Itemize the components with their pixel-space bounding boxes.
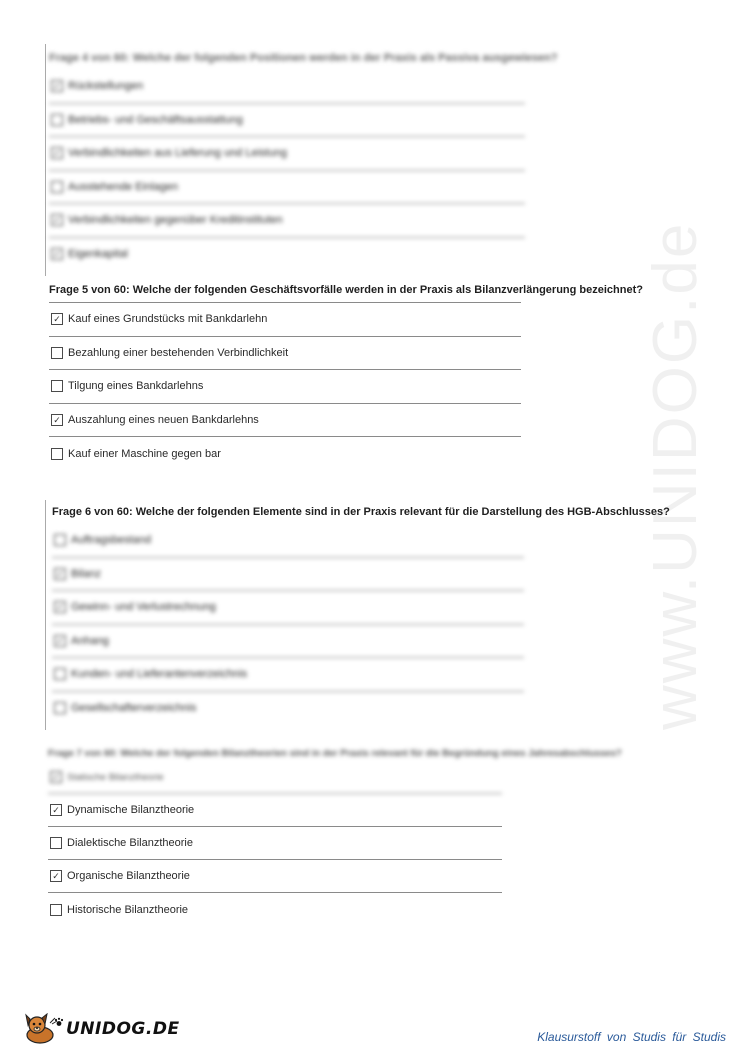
option-list [49, 70, 525, 271]
watermark: www.UNIDOG.de [641, 221, 710, 730]
checkbox[interactable]: ✓ [51, 214, 63, 226]
checkbox[interactable]: ✓ [51, 80, 63, 92]
option-item[interactable] [52, 524, 524, 558]
checkbox[interactable]: ✓ [54, 601, 66, 613]
option-item[interactable] [52, 558, 524, 592]
option-label: Verbindlichkeiten aus Lieferung und Leistung [68, 147, 287, 160]
option-item[interactable] [52, 625, 524, 659]
option-item[interactable] [49, 437, 521, 471]
checkbox[interactable] [51, 114, 63, 126]
unidog-logo [22, 1013, 180, 1045]
option-item[interactable] [49, 70, 525, 104]
question-6 [52, 506, 670, 725]
checkbox[interactable] [51, 181, 63, 193]
option-label: Verbindlichkeiten gegenüber Kreditinstituten [68, 214, 283, 227]
option-label: Dynamische Bilanztheorie [67, 804, 195, 816]
checkbox[interactable]: ✓ [51, 414, 63, 426]
option-item[interactable] [52, 692, 524, 726]
option-item[interactable] [49, 370, 521, 404]
question-7 [48, 748, 622, 926]
checkbox[interactable]: ✓ [54, 635, 66, 647]
option-label: Eigenkapital [68, 248, 128, 261]
option-item[interactable] [49, 137, 525, 171]
option-label: Auftragsbestand [71, 534, 152, 547]
option-item[interactable] [52, 658, 524, 692]
question-title: Frage 7 von 60: Welche der folgenden Bilanztheorien sind in der Praxis relevant für die Begründung eines Jahresabschlusses? [48, 748, 622, 759]
option-label: Auszahlung eines neuen Bankdarlehns [68, 413, 259, 426]
option-item[interactable] [49, 171, 525, 205]
option-item[interactable] [48, 761, 502, 794]
option-item[interactable] [48, 860, 502, 893]
option-label: Historische Bilanztheorie [67, 903, 189, 916]
option-list [52, 524, 524, 725]
logo-text: UNIDOG.DE [66, 1019, 180, 1039]
question-title: Frage 6 von 60: Welche der folgenden Elemente sind in der Praxis relevant für die Darstellung des HGB-Abschlusses? [52, 506, 670, 518]
question-5 [49, 284, 643, 471]
option-list [49, 302, 521, 471]
option-label: Tilgung eines Bankdarlehns [68, 380, 204, 393]
checkbox[interactable]: ✓ [51, 147, 63, 159]
option-item[interactable] [49, 303, 521, 337]
checkbox[interactable] [54, 534, 66, 546]
paw-icon [54, 1017, 64, 1027]
checkbox[interactable] [51, 347, 63, 359]
option-label: Bilanz [71, 567, 101, 580]
question-4 [49, 52, 558, 271]
checkbox[interactable] [50, 837, 62, 849]
option-item[interactable] [49, 337, 521, 371]
option-item[interactable] [48, 893, 502, 926]
checkbox[interactable]: ✓ [51, 248, 63, 260]
option-label: Kunden- und Lieferantenverzeichnis [71, 668, 248, 681]
checkbox[interactable]: ✓ [50, 804, 62, 816]
option-item[interactable] [49, 204, 525, 238]
option-label: Kauf eines Grundstücks mit Bankdarlehn [68, 313, 268, 326]
option-item[interactable] [49, 404, 521, 438]
option-label: Rückstellungen [68, 80, 144, 93]
dog-icon [22, 1013, 58, 1045]
option-item[interactable] [49, 238, 525, 272]
option-item[interactable] [48, 827, 502, 860]
option-label: Dialektische Bilanztheorie [67, 837, 193, 849]
margin-line [45, 44, 46, 276]
option-label: Bezahlung einer bestehenden Verbindlichkeit [68, 346, 289, 359]
checkbox[interactable] [51, 380, 63, 392]
checkbox[interactable]: ✓ [51, 313, 63, 325]
question-title: Frage 4 von 60: Welche der folgenden Positionen werden in der Praxis als Passiva ausgewiesen? [49, 52, 558, 64]
option-item[interactable] [52, 591, 524, 625]
option-label: Gewinn- und Verlustrechnung [71, 601, 216, 614]
checkbox[interactable] [54, 668, 66, 680]
option-label: Gesellschafterverzeichnis [71, 702, 197, 715]
option-label: Ausstehende Einlagen [68, 180, 179, 193]
margin-line [45, 500, 46, 730]
checkbox[interactable] [54, 702, 66, 714]
checkbox[interactable]: ✓ [54, 568, 66, 580]
checkbox[interactable] [50, 904, 62, 916]
option-label: Statische Bilanztheorie [67, 771, 164, 783]
option-list [48, 761, 502, 926]
checkbox[interactable]: ✓ [50, 870, 62, 882]
option-label: Anhang [71, 634, 109, 647]
option-label: Kauf einer Maschine gegen bar [68, 447, 221, 460]
question-title: Frage 5 von 60: Welche der folgenden Geschäftsvorfälle werden in der Praxis als Bilanzverlängerung bezeichnet? [49, 284, 643, 296]
checkbox[interactable]: ✓ [50, 771, 62, 783]
option-label: Betriebs- und Geschäftsausstattung [68, 113, 243, 126]
option-label: Organische Bilanztheorie [67, 870, 190, 882]
footer-tagline: Klausurstoff von Studis für Studis [537, 1030, 726, 1044]
checkbox[interactable] [51, 448, 63, 460]
option-item[interactable] [49, 104, 525, 138]
option-item[interactable] [48, 794, 502, 827]
